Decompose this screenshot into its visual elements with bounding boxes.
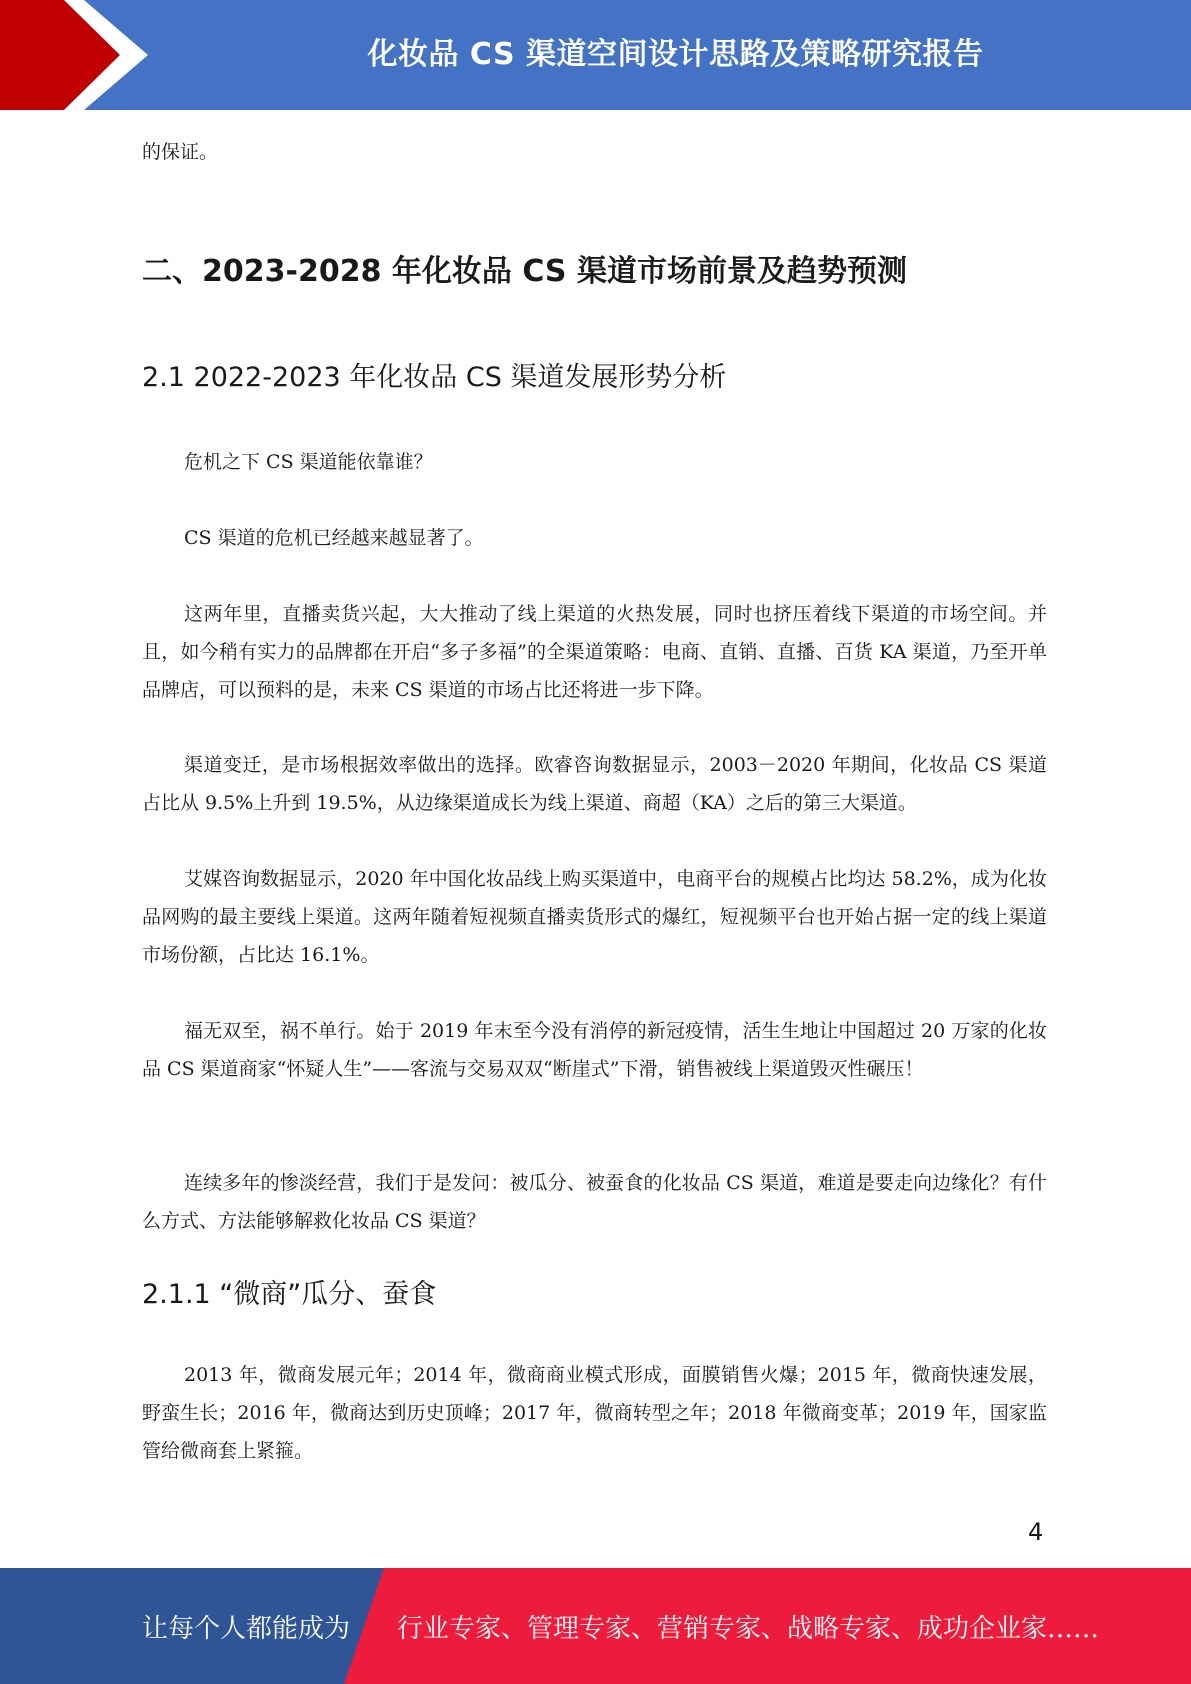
paragraph-4: 渠道变迁，是市场根据效率做出的选择。欧睿咨询数据显示，2003－2020 年期间，化妆品 CS 渠道占比从 9.5%上升到 19.5%，从边缘渠道成长为线上渠道、商超（KA）之后的第三大渠道。	[142, 754, 1047, 814]
paragraph-7: 连续多年的惨淡经营，我们于是发问：被瓜分、被蚕食的化妆品 CS 渠道，难道是要走向边缘化？有什么方式、方法能够解救化妆品 CS 渠道？	[142, 1172, 1047, 1232]
page-header-banner	[0, 0, 1191, 110]
page-number: 4	[1028, 1518, 1044, 1546]
paragraph-8: 2013 年，微商发展元年；2014 年，微商商业模式形成，面膜销售火爆；2015 年，微商快速发展，野蛮生长；2016 年，微商达到历史顶峰；2017 年，微商转型之年；2018 年微商变革；2019 年，国家监管给微商套上紧箍。	[142, 1364, 1047, 1462]
paragraph-6: 福无双至，祸不单行。始于 2019 年末至今没有消停的新冠疫情，活生生地让中国超过 20 万家的化妆品 CS 渠道商家“怀疑人生”——客流与交易双双“断崖式”下滑，销售被线上渠道毁灭性碾压！	[142, 1020, 1047, 1080]
paragraph-3: 这两年里，直播卖货兴起，大大推动了线上渠道的火热发展，同时也挤压着线下渠道的市场空间。并且，如今稍有实力的品牌都在开启“多子多福”的全渠道策略：电商、直销、直播、百货 KA 渠道，乃至开单品牌店，可以预料的是，未来 CS 渠道的市场占比还将进一步下降。	[142, 603, 1047, 701]
footer-slogan-right: 行业专家、管理专家、营销专家、战略专家、成功企业家……	[397, 1613, 1100, 1644]
header-title: 化妆品 CS 渠道空间设计思路及策略研究报告	[367, 37, 984, 72]
footer-slogan-left: 让每个人都能成为	[142, 1613, 351, 1644]
header-chevron-icon	[0, 0, 160, 110]
continued-paragraph: 的保证。	[142, 141, 219, 163]
section-heading: 二、2023-2028 年化妆品 CS 渠道市场前景及趋势预测	[142, 254, 907, 289]
paragraph-2: CS 渠道的危机已经越来越显著了。	[184, 527, 484, 549]
paragraph-5: 艾媒咨询数据显示，2020 年中国化妆品线上购买渠道中，电商平台的规模占比均达 58.2%，成为化妆品网购的最主要线上渠道。这两年随着短视频直播卖货形式的爆红，短视频平台也开始占据一定的线上渠道市场份额，占比达 16.1%。	[142, 868, 1047, 966]
page-footer-banner	[0, 1568, 1191, 1684]
subsection-heading: 2.1 2022-2023 年化妆品 CS 渠道发展形势分析	[142, 362, 727, 393]
subsubsection-heading: 2.1.1 “微商”瓜分、蚕食	[142, 1279, 437, 1310]
paragraph-1: 危机之下 CS 渠道能依靠谁？	[184, 451, 433, 473]
